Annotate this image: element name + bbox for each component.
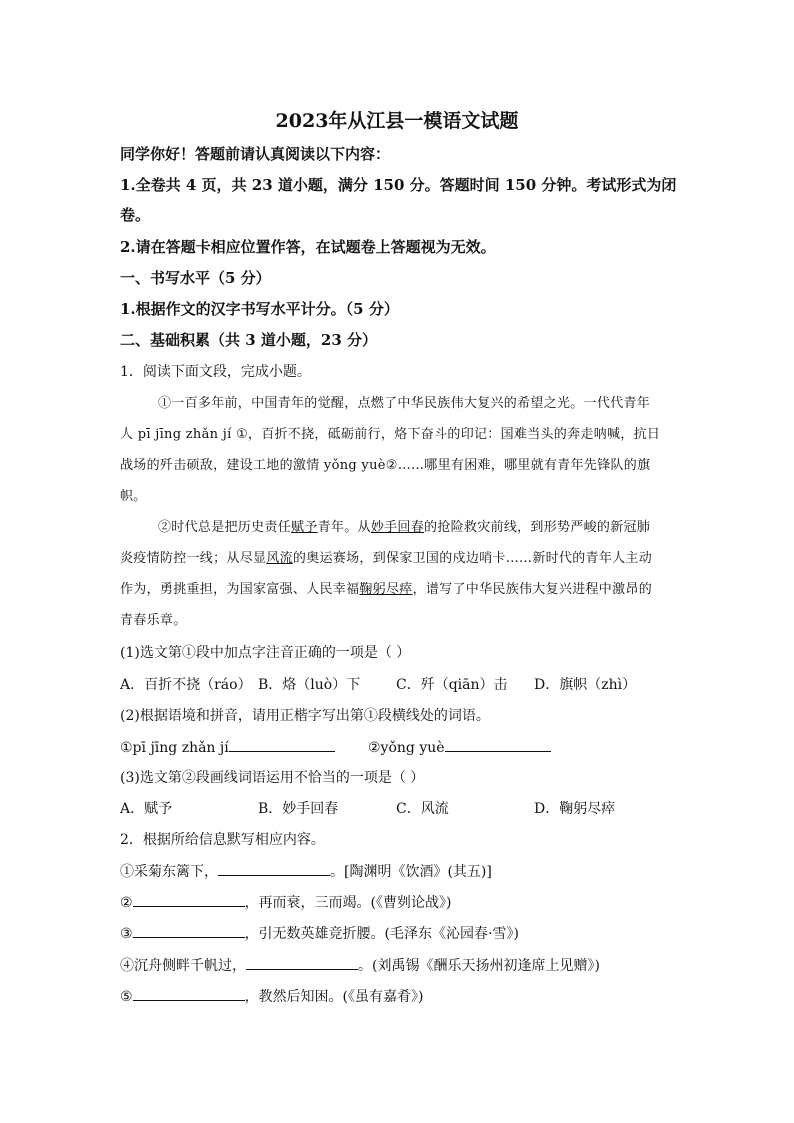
recitation-text: ③ xyxy=(120,926,133,942)
underlined-word: 风流 xyxy=(266,551,293,566)
passage-2-line: 青春乐章。 xyxy=(120,613,187,628)
passage-1-line: ①一百多年前，中国青年的觉醒，点燃了中华民族伟大复兴的希望之光。一代代青年 xyxy=(158,396,651,411)
passage-1-line: 帜。 xyxy=(120,489,147,504)
blank-line[interactable] xyxy=(133,923,245,938)
underlined-word: 妙手回春 xyxy=(370,520,425,535)
recitation-text: ④沉舟侧畔千帆过， xyxy=(120,958,246,974)
passage-text: 的抢险救灾前线，到形势严峻的新冠肺 xyxy=(424,520,651,535)
passage-1-line: 人 pī jīng zhǎn jí ①，百折不挠，砥砺前行，烙下奋斗的印记：国难当头的奔走呐喊，抗日 xyxy=(120,427,661,442)
recitation-line-2 xyxy=(120,892,680,913)
notice-greeting: 同学你好！答题前请认真阅读以下内容： xyxy=(120,145,391,163)
passage-text: ，谱写了中华民族伟大复兴进程中激昂的 xyxy=(412,582,653,597)
recitation-source: ，引无数英雄竞折腰。(毛泽东《沁园春·雪》) xyxy=(244,926,519,942)
notice-item-2: 2.请在答题卡相应位置作答，在试题卷上答题视为无效。 xyxy=(120,238,496,256)
recitation-source: 。[陶渊明《饮酒》(其五)] xyxy=(330,864,492,880)
sub-question-2-stem: (2)根据语境和拼音，请用正楷字写出第①段横线处的词语。 xyxy=(120,708,490,724)
recitation-line-1 xyxy=(120,861,680,882)
sub-question-1-option-b: B．烙（luò）下 xyxy=(258,677,361,693)
sub-question-3-stem: (3)选文第②段画线词语运用不恰当的一项是（ ） xyxy=(120,770,425,786)
section-2-heading: 二、基础积累（共 3 道小题，23 分） xyxy=(120,331,377,349)
recitation-line-3 xyxy=(120,923,680,944)
blank-line[interactable] xyxy=(229,737,335,752)
sub-question-1-option-c: C．歼（qiān）击 xyxy=(396,677,508,693)
blank-line[interactable] xyxy=(218,861,330,876)
section-1-heading: 一、书写水平（5 分） xyxy=(120,269,271,287)
underlined-word: 鞠躬尽瘁 xyxy=(359,582,413,597)
blank-label: ①pī jīng zhǎn jí xyxy=(120,740,229,756)
recitation-text: ⑤ xyxy=(120,989,133,1005)
sub-question-1-option-d: D．旗帜（zhì） xyxy=(534,677,637,693)
recitation-line-4 xyxy=(120,955,680,976)
blank-label: ②yǒng yuè xyxy=(368,740,445,756)
answer-blank-2 xyxy=(368,737,551,758)
recitation-source: ，再而衰，三而竭。(《曹刿论战》) xyxy=(244,895,452,911)
passage-text: 炎疫情防控一线；从尽显 xyxy=(120,551,267,566)
notice-item-1-cont: 卷。 xyxy=(120,206,151,224)
question-2-intro: 2．根据所给信息默写相应内容。 xyxy=(120,832,325,848)
section-1-item: 1.根据作文的汉字书写水平计分。（5 分） xyxy=(120,300,399,318)
question-1-intro: 1．阅读下面文段，完成小题。 xyxy=(120,364,311,380)
passage-text: 作为，勇挑重担，为国家富强、人民幸福 xyxy=(120,582,360,597)
recitation-text: ①采菊东篱下， xyxy=(120,864,218,880)
sub-question-3-option-a: A．赋予 xyxy=(120,801,173,817)
passage-2-line xyxy=(120,580,680,600)
recitation-source: ，教然后知困。(《虽有嘉肴》) xyxy=(244,989,424,1005)
sub-question-3-option-b: B．妙手回春 xyxy=(258,801,339,817)
passage-2-line xyxy=(120,549,680,569)
page-title: 2023年从江县一模语文试题 xyxy=(275,110,519,132)
blank-line[interactable] xyxy=(133,986,245,1001)
underlined-word: 赋予 xyxy=(291,520,318,535)
passage-text: 青年。从 xyxy=(317,520,371,535)
blank-line[interactable] xyxy=(445,737,551,752)
passage-text: ②时代总是把历史责任 xyxy=(158,520,292,535)
sub-question-3-option-c: C．风流 xyxy=(396,801,449,817)
blank-line[interactable] xyxy=(246,955,358,970)
recitation-text: ② xyxy=(120,895,133,911)
passage-2-line xyxy=(158,518,680,538)
answer-blank-1 xyxy=(120,737,335,758)
blank-line[interactable] xyxy=(133,892,245,907)
passage-text: 的奥运赛场，到保家卫国的戍边哨卡……新时代的青年人主动 xyxy=(292,551,653,566)
recitation-line-5 xyxy=(120,986,680,1007)
sub-question-1-stem: (1)选文第①段中加点字注音正确的一项是（ ） xyxy=(120,645,411,661)
notice-item-1: 1.全卷共 4 页，共 23 道小题，满分 150 分。答题时间 150 分钟。考试形式为闭 xyxy=(120,176,677,194)
sub-question-1-option-a: A．百折不挠（ráo） xyxy=(120,677,252,693)
sub-question-3-option-d: D．鞠躬尽瘁 xyxy=(534,801,616,817)
passage-1-line: 战场的歼击硕敌，建设工地的激情 yǒng yuè②……哪里有困难，哪里就有青年先锋队的旗 xyxy=(120,458,651,473)
recitation-source: 。(刘禹锡《酬乐天扬州初逢席上见赠》) xyxy=(358,958,600,974)
